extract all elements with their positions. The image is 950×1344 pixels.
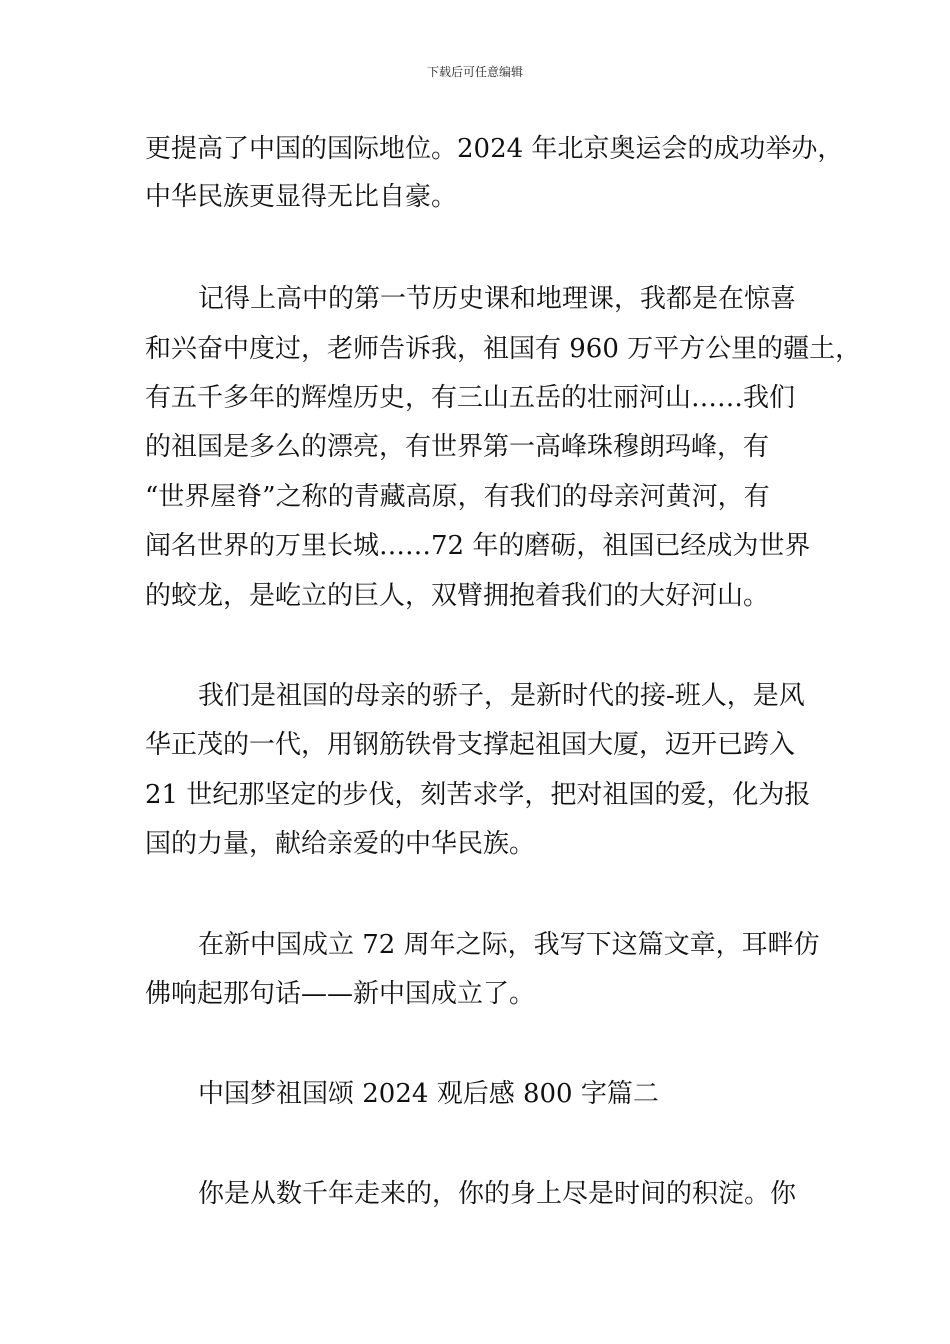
paragraph-line: 21 世纪那坚定的步伐，刻苦求学，把对祖国的爱，化为报 bbox=[145, 780, 811, 810]
paragraph-line: 更提高了中国的国际地位。2024 年北京奥运会的成功举办， bbox=[145, 134, 844, 164]
paragraph-line: 的祖国是多么的漂亮，有世界第一高峰珠穆朗玛峰，有 bbox=[145, 432, 770, 462]
paragraph-line: “世界屋脊”之称的青藏高原，有我们的母亲河黄河，有 bbox=[145, 482, 770, 512]
paragraph-line: 闻名世界的万里长城……72 年的磨砺，祖国已经成为世界 bbox=[145, 531, 811, 561]
paragraph-line: 记得上高中的第一节历史课和地理课，我都是在惊喜 bbox=[198, 284, 797, 314]
paragraph-line: 中华民族更显得无比自豪。 bbox=[145, 182, 458, 212]
paragraph-line: 有五千多年的辉煌历史，有三山五岳的壮丽河山……我们 bbox=[145, 383, 796, 413]
paragraph-line: 和兴奋中度过，老师告诉我，祖国有 960 万平方公里的疆土， bbox=[145, 334, 862, 364]
paragraph-line: 的蛟龙，是屹立的巨人，双臂拥抱着我们的大好河山。 bbox=[145, 581, 770, 611]
paragraph-line: 我们是祖国的母亲的骄子，是新时代的接-班人，是风 bbox=[198, 681, 805, 711]
paragraph-line: 佛响起那句话——新中国成立了。 bbox=[145, 979, 536, 1009]
paragraph-line: 国的力量，献给亲爱的中华民族。 bbox=[145, 829, 536, 859]
paragraph-line: 在新中国成立 72 周年之际，我写下这篇文章，耳畔仿 bbox=[198, 930, 820, 960]
section-heading: 中国梦祖国颂 2024 观后感 800 字篇二 bbox=[198, 1079, 659, 1109]
page-header: 下载后可任意编辑 bbox=[426, 65, 523, 79]
paragraph-line: 华正茂的一代，用钢筋铁骨支撑起祖国大厦，迈开已跨入 bbox=[145, 730, 796, 760]
paragraph-line: 你是从数千年走来的，你的身上尽是时间的积淀。你 bbox=[198, 1179, 797, 1209]
